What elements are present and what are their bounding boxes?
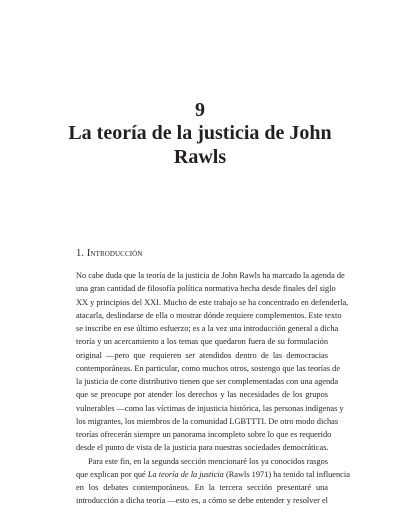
paragraph-line: contemporáneas. En particular, como muchos otros, sostengo que las teorías de [76, 363, 341, 373]
section-heading [76, 247, 142, 260]
paragraph-line: se inscribe en ese último esfuerzo; es a la vez una introducción general a dicha [76, 324, 339, 333]
paragraph-line: la justicia de corte distributivo tienen que ser complementadas con una agenda [76, 377, 339, 386]
section-number: 1. [76, 248, 85, 259]
paragraph-line-with-citation [76, 468, 350, 481]
paragraph-line: XX y principios del XXI. Mucho de este trabajo se ha concentrado en defenderla, [76, 297, 349, 307]
chapter-title: La teoría de la justicia de John Rawls [68, 122, 332, 168]
paragraph-line: Para este fin, en la segunda sección mencionaré los ya conocidos rasgos [88, 456, 329, 466]
paragraph-line: introducción a dicha teoría —esto es, a cómo se debe entender y resolver el [76, 496, 328, 506]
paragraph-line: los migrantes, los miembros de la comunidad LGBTTTI. De otro modo dichas [76, 416, 339, 426]
paragraph-line: desde el punto de vista de la justicia para nuestras sociedades democráticas. [76, 443, 329, 453]
paragraph-line: teoría y un acercamiento a los temas que quedaron fuera de su formulación [76, 337, 328, 347]
paragraph-line: original —pero que requieren ser atendidos dentro de las democracias [76, 350, 328, 360]
text-segment: (Rawls 1971) ha tenido tal influencia [223, 469, 350, 479]
body-text [76, 269, 350, 508]
paragraph-line: vulnerables —como las víctimas de injusticia histórica, las personas indígenas y [76, 403, 344, 413]
paragraph-line: en los debates contemporáneos. En la tercera sección presentaré una [76, 483, 328, 492]
chapter-number: 9 [195, 99, 205, 121]
paragraph-line: teorías ofrecerán siempre un panorama incompleto sobre lo que es requerido [76, 430, 332, 439]
paragraph-line: No cabe duda que la teoría de la justicia de John Rawls ha marcado la agenda de [76, 271, 345, 280]
book-title-italic: La teoría de la justicia [147, 469, 224, 479]
paragraph-line: una gran cantidad de filosofía política normativa hecha desde finales del siglo [76, 284, 336, 294]
section-title: Introducción [86, 248, 143, 259]
paragraph-line: atacarla, deslindarse de ella o mostrar dónde requiere complementos. Este texto [76, 310, 342, 320]
paragraph-line: que se preocupe por atender los derechos y las necesidades de los grupos [76, 390, 328, 400]
text-segment: que explican por qué [76, 469, 148, 479]
